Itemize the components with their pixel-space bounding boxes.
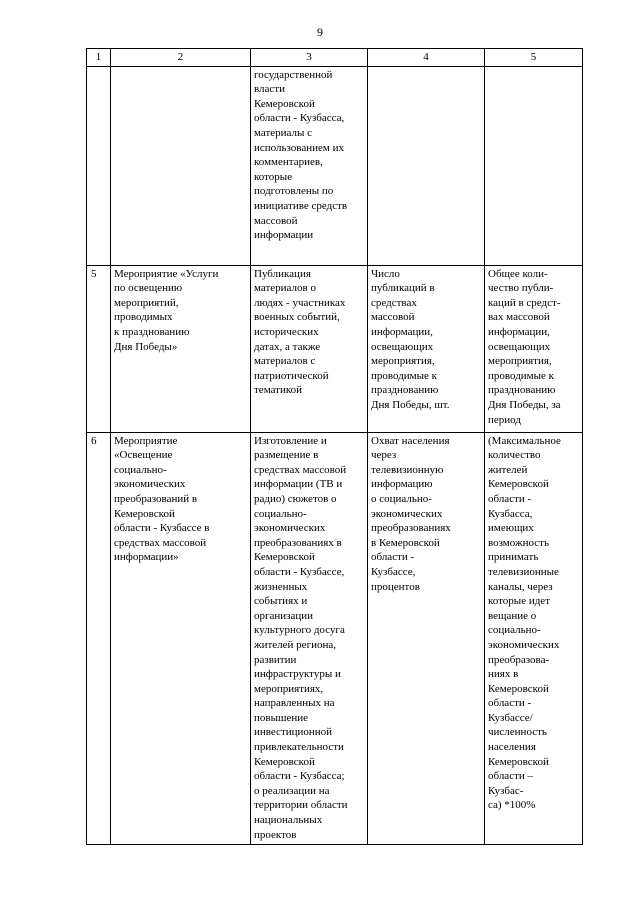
cell-text-line: Кемеровской	[114, 507, 175, 520]
cell-text-line: тематикой	[254, 384, 303, 397]
cell-text-line: мероприятия,	[488, 355, 552, 368]
row-number-cell: 5	[87, 265, 111, 432]
cell-text-line: возможность	[488, 536, 549, 549]
cell-text-line: направленных на	[254, 697, 335, 710]
cell-text-line: численность	[488, 726, 547, 739]
cell-text-line: публикаций в	[371, 282, 435, 295]
table-header-row	[87, 49, 583, 67]
cell-text-line: области - Кузбассе в	[114, 522, 210, 535]
cell-text-line: информации,	[371, 325, 433, 338]
cell-text-line: социально-	[114, 463, 167, 476]
page-number: 9	[317, 25, 323, 39]
cell-text-line: проектов	[254, 828, 297, 841]
cell-text-line: материалов о	[254, 282, 316, 295]
cell-text-line: Кузбассе,	[371, 565, 416, 578]
cell-text-line: военных событий,	[254, 311, 340, 324]
column-number-2: 2	[111, 49, 251, 67]
cell-text-line: в Кемеровской	[371, 536, 440, 549]
cell-text-line: государственной	[254, 68, 333, 81]
cell-text-line: освещающих	[488, 340, 551, 353]
cell-text-line: экономических	[254, 522, 326, 535]
cell-text-line: власти	[254, 83, 285, 96]
cell-text-line: Мероприятие	[114, 434, 178, 447]
cell-text-line: информации	[254, 229, 314, 242]
cell-text-line: области - Кузбасса;	[254, 770, 345, 783]
cell-text-line: повышение	[254, 711, 308, 724]
cell-text-line: массовой	[371, 311, 415, 324]
cell-text-line: области -	[371, 551, 415, 564]
cell-text-line: Мероприятие «Услуги	[114, 267, 219, 280]
cell-text-line: развитии	[254, 653, 297, 666]
cell-text-line: принимать	[488, 551, 539, 564]
cell-text-line: телевизионную	[371, 463, 444, 476]
cell-text-line: Кемеровской	[488, 478, 549, 491]
cell-text-line: телевизионные	[488, 565, 559, 578]
cell-text-line: мероприятия,	[371, 355, 435, 368]
cell-text-line: средствах	[371, 296, 417, 309]
cell-text-line: информацию	[371, 478, 433, 491]
formula-cell	[485, 432, 583, 845]
cell-text-line: средствах массовой	[254, 463, 347, 476]
cell-text-line: экономических	[114, 478, 186, 491]
cell-text-line: Кемеровской	[254, 97, 315, 110]
cell-text-line: подготовлены по	[254, 185, 334, 198]
table-row	[87, 66, 583, 265]
cell-text-line: информации»	[114, 551, 179, 564]
indicator-cell	[368, 265, 485, 432]
table-row	[87, 265, 583, 432]
cell-text-line: количество	[488, 449, 541, 462]
cell-text-line: о социально-	[371, 492, 432, 505]
cell-text-line: которые идет	[488, 595, 550, 608]
table-row	[87, 432, 583, 845]
cell-text-line: вах массовой	[488, 311, 550, 324]
cell-text-line: Дня Победы, за	[488, 398, 561, 411]
cell-text-line: патриотической	[254, 369, 329, 382]
cell-text-line: мероприятиях,	[254, 682, 324, 695]
description-cell	[251, 265, 368, 432]
cell-text-line: мероприятий,	[114, 296, 179, 309]
cell-text-line: области - Кузбассе,	[254, 565, 345, 578]
cell-text-line: инвестиционной	[254, 726, 333, 739]
column-number-4: 4	[368, 49, 485, 67]
cell-text-line: Охват населения	[371, 434, 450, 447]
cell-text-line: области –	[488, 770, 534, 783]
column-number-1: 1	[87, 49, 111, 67]
cell-text-line: Публикация	[254, 267, 311, 280]
cell-text-line: инициативе средств	[254, 199, 348, 212]
cell-text-line: которые	[254, 170, 293, 183]
row-number-cell	[87, 66, 111, 265]
cell-text-line: Изготовление и	[254, 434, 327, 447]
cell-text-line: размещение в	[254, 449, 319, 462]
cell-text-line: социально-	[488, 624, 541, 637]
cell-text-line: процентов	[371, 580, 420, 593]
cell-text-line: Кузбас-	[488, 784, 524, 797]
cell-text-line: каций в средст-	[488, 296, 561, 309]
cell-text-line: Кузбассе/	[488, 711, 533, 724]
cell-text-line: са) *100%	[488, 799, 536, 812]
row-number-cell: 6	[87, 432, 111, 845]
cell-text-line: национальных	[254, 814, 323, 827]
event-name-cell	[111, 66, 251, 265]
cell-text-line: привлекательности	[254, 741, 344, 754]
cell-text-line: материалы с	[254, 126, 313, 139]
cell-text-line: области -	[488, 697, 532, 710]
cell-text-line: имеющих	[488, 522, 534, 535]
cell-text-line: культурного досуга	[254, 624, 345, 637]
cell-text-line: Кузбасса,	[488, 507, 533, 520]
cell-text-line: Дня Победы, шт.	[371, 398, 450, 411]
cell-text-line: ниях в	[488, 668, 519, 681]
cell-text-line: преобразованиях в	[254, 536, 342, 549]
cell-text-line: инфраструктуры и	[254, 668, 341, 681]
cell-text-line: жителей региона,	[254, 638, 336, 651]
cell-text-line: использованием их	[254, 141, 344, 154]
cell-text-line: области -	[488, 492, 532, 505]
cell-text-line: преобразова-	[488, 653, 550, 666]
cell-text-line: по освещению	[114, 282, 183, 295]
cell-text-line: жителей	[488, 463, 528, 476]
cell-text-line: Кемеровской	[254, 755, 315, 768]
cell-text-line: датах, а также	[254, 340, 321, 353]
cell-text-line: массовой	[254, 214, 298, 227]
description-cell	[251, 432, 368, 845]
cell-text-line: (Максимальное	[488, 434, 561, 447]
cell-text-line: преобразованиях	[371, 522, 451, 535]
indicator-table	[86, 48, 583, 845]
cell-text-line: «Освещение	[114, 449, 173, 462]
cell-text-line: организации	[254, 609, 314, 622]
cell-text-line: событиях и	[254, 595, 308, 608]
cell-text-line: освещающих	[371, 340, 434, 353]
cell-text-line: празднованию	[488, 384, 556, 397]
cell-text-line: проводимых	[114, 311, 173, 324]
cell-text-line: вещание о	[488, 609, 537, 622]
cell-text-line: экономических	[371, 507, 443, 520]
cell-text-line: средствах массовой	[114, 536, 207, 549]
event-name-cell	[111, 265, 251, 432]
column-number-3: 3	[251, 49, 368, 67]
cell-text-line: через	[371, 449, 397, 462]
indicator-cell	[368, 432, 485, 845]
cell-text-line: людях - участниках	[254, 296, 346, 309]
cell-text-line: Число	[371, 267, 400, 280]
cell-text-line: жизненных	[254, 580, 308, 593]
formula-cell	[485, 66, 583, 265]
cell-text-line: празднованию	[371, 384, 439, 397]
cell-text-line: населения	[488, 741, 536, 754]
cell-text-line: области - Кузбасса,	[254, 112, 345, 125]
cell-text-line: комментариев,	[254, 156, 323, 169]
cell-text-line: преобразований в	[114, 492, 198, 505]
cell-text-line: информации,	[488, 325, 550, 338]
cell-text-line: исторических	[254, 325, 319, 338]
description-cell	[251, 66, 368, 265]
cell-text-line: каналы, через	[488, 580, 553, 593]
formula-cell	[485, 265, 583, 432]
cell-text-line: Общее коли-	[488, 267, 548, 280]
event-name-cell	[111, 432, 251, 845]
cell-text-line: период	[488, 413, 521, 426]
cell-text-line: территории области	[254, 799, 348, 812]
cell-text-line: к празднованию	[114, 325, 190, 338]
cell-text-line: Кемеровской	[488, 755, 549, 768]
cell-text-line: о реализации на	[254, 784, 330, 797]
cell-text-line: экономических	[488, 638, 560, 651]
cell-text-line: чество публи-	[488, 282, 554, 295]
cell-text-line: материалов с	[254, 355, 316, 368]
column-number-5: 5	[485, 49, 583, 67]
indicator-cell	[368, 66, 485, 265]
cell-text-line: радио) сюжетов о	[254, 492, 337, 505]
cell-text-line: Дня Победы»	[114, 340, 178, 353]
cell-text-line: социально-	[254, 507, 307, 520]
cell-text-line: Кемеровской	[254, 551, 315, 564]
cell-text-line: Кемеровской	[488, 682, 549, 695]
cell-text-line: проводимые к	[371, 369, 437, 382]
cell-text-line: информации (ТВ и	[254, 478, 343, 491]
cell-text-line: проводимые к	[488, 369, 554, 382]
